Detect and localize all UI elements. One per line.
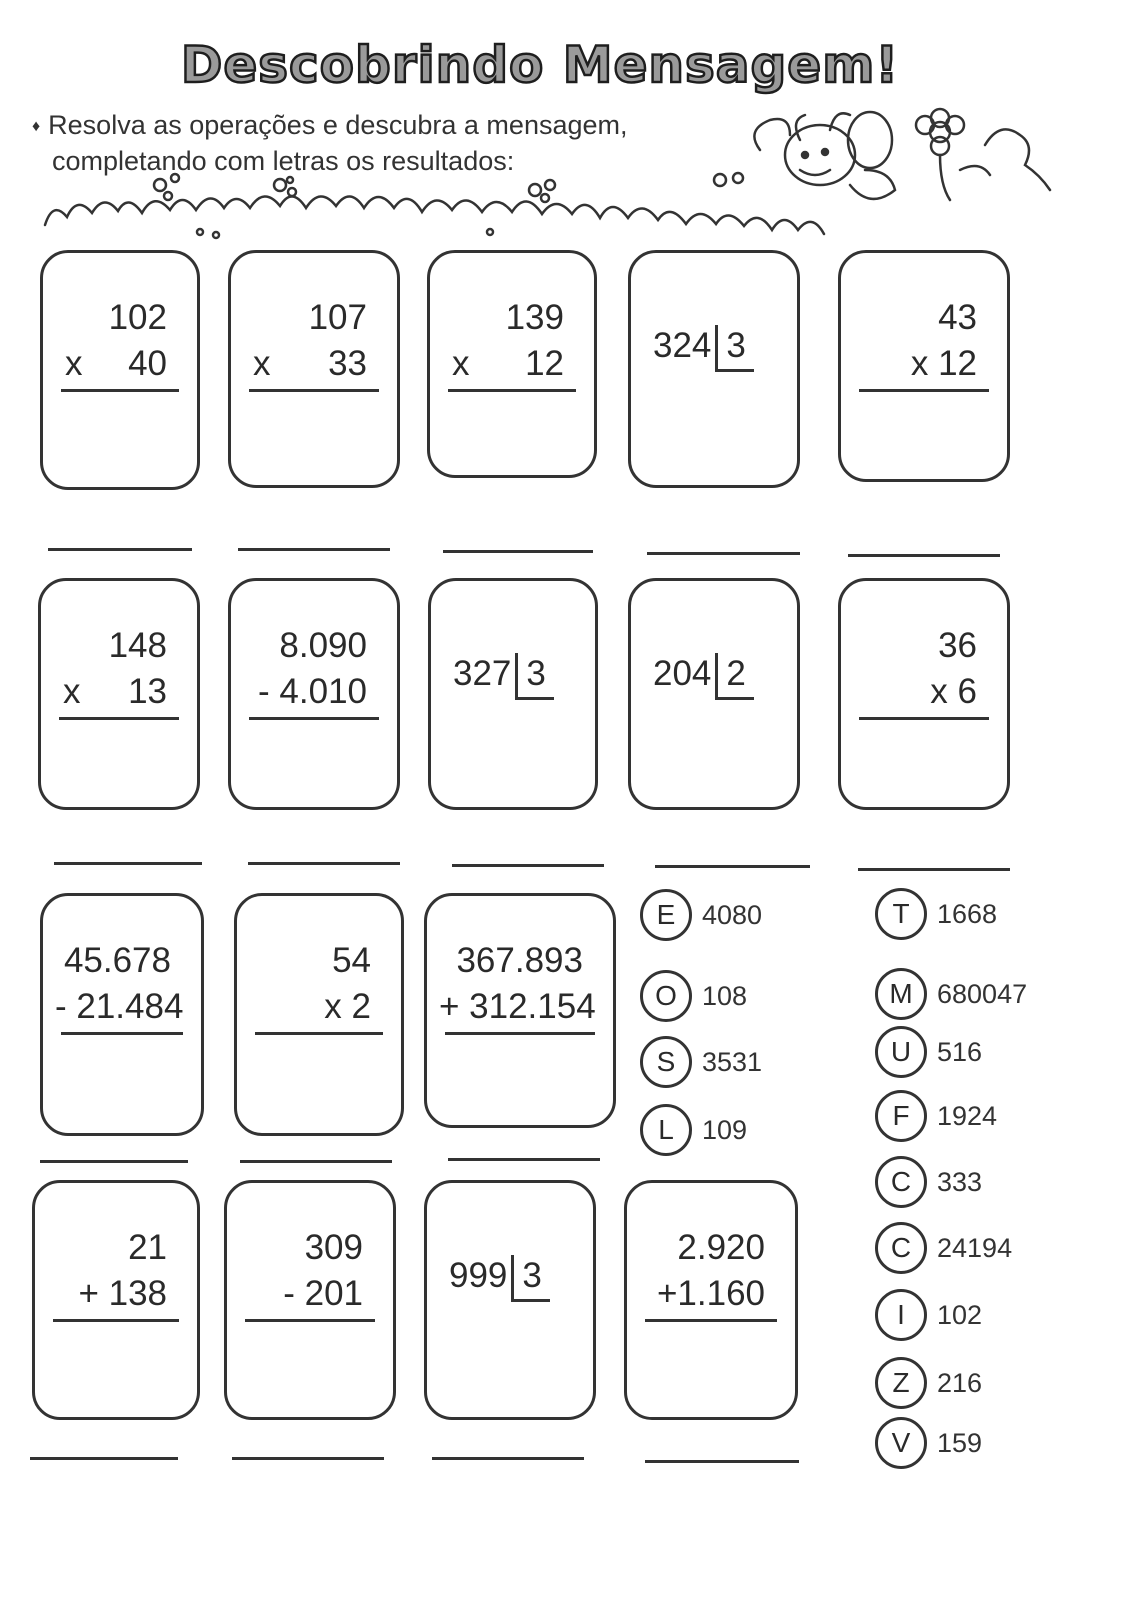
operand: x 12 xyxy=(910,344,977,383)
letter-value: 1924 xyxy=(937,1100,998,1131)
operation-line xyxy=(853,295,995,341)
answer-line[interactable] xyxy=(248,862,400,865)
division xyxy=(449,1255,550,1302)
problem-box xyxy=(838,578,1010,810)
letter-circle: L xyxy=(640,1104,692,1156)
operation-line xyxy=(639,1225,783,1271)
operation xyxy=(442,295,582,392)
letter-value: 24194 xyxy=(937,1232,1013,1263)
operation-line xyxy=(55,341,185,387)
operation-line xyxy=(439,938,601,984)
operand: - 4.010 xyxy=(258,672,367,711)
operation-line xyxy=(47,1271,185,1317)
dividend: 999 xyxy=(449,1256,508,1295)
letter-value: 216 xyxy=(937,1367,983,1398)
letter-circle: Z xyxy=(875,1357,927,1409)
operand: + 312.154 xyxy=(439,987,596,1026)
answer-line[interactable] xyxy=(54,862,202,865)
operator-sign: x xyxy=(253,344,271,383)
answer-line[interactable] xyxy=(238,548,390,551)
operand: 12 xyxy=(525,344,564,383)
operation-line xyxy=(853,669,995,715)
answer-line[interactable] xyxy=(40,1160,188,1163)
operand: + 138 xyxy=(78,1274,167,1313)
operation xyxy=(47,1225,185,1322)
letter-circle: U xyxy=(875,1026,927,1078)
answer-line[interactable] xyxy=(655,865,810,868)
instruction-line-2: completando com letras os resultados: xyxy=(52,145,515,176)
problem-box xyxy=(838,250,1010,482)
letter-value: 159 xyxy=(937,1427,983,1458)
letter-circle: S xyxy=(640,1036,692,1088)
answer-line[interactable] xyxy=(858,868,1010,871)
letter-circle: F xyxy=(875,1090,927,1142)
divisor: 2 xyxy=(715,653,753,700)
operator-sign: x xyxy=(63,672,81,711)
answer-line[interactable] xyxy=(443,550,593,553)
result-bar xyxy=(255,1032,383,1035)
operator-sign: x xyxy=(65,344,83,383)
operation-line xyxy=(439,984,601,1030)
operand: x 6 xyxy=(930,672,977,711)
problem-box xyxy=(624,1180,798,1420)
letter-key-item xyxy=(875,1353,982,1413)
operation xyxy=(853,623,995,720)
result-bar xyxy=(59,717,179,720)
bullet-icon: ♦ xyxy=(32,117,41,135)
problem-box xyxy=(428,578,598,810)
letter-circle: V xyxy=(875,1417,927,1469)
letter-key-item xyxy=(875,884,997,944)
operation xyxy=(853,295,995,392)
division xyxy=(653,653,754,700)
problem-box xyxy=(40,893,204,1136)
operation-line xyxy=(55,295,185,341)
instruction-line-1: Resolva as operações e descubra a mensagem, xyxy=(48,110,628,140)
operation-line xyxy=(853,623,995,669)
letter-circle: O xyxy=(640,970,692,1022)
operand: 102 xyxy=(108,298,167,337)
operand: x 2 xyxy=(324,987,371,1026)
answer-line[interactable] xyxy=(232,1457,384,1460)
operation-line xyxy=(249,938,389,984)
dividend: 327 xyxy=(453,654,512,693)
operation xyxy=(239,1225,381,1322)
operand: 40 xyxy=(128,344,167,383)
divisor: 3 xyxy=(715,325,753,372)
operation-line xyxy=(243,295,385,341)
letter-key-item xyxy=(640,1100,747,1160)
operation xyxy=(55,295,185,392)
decoration-bushes-bee-icon xyxy=(0,0,1122,250)
operation xyxy=(439,938,601,1035)
operation-line xyxy=(442,295,582,341)
answer-line[interactable] xyxy=(452,864,604,867)
operand: 21 xyxy=(128,1228,167,1267)
operand: - 201 xyxy=(283,1274,363,1313)
divisor: 3 xyxy=(515,653,553,700)
letter-circle: M xyxy=(875,968,927,1020)
operand: 33 xyxy=(328,344,367,383)
result-bar xyxy=(859,389,989,392)
operation-line xyxy=(442,341,582,387)
operand: 13 xyxy=(128,672,167,711)
letter-value: 516 xyxy=(937,1036,983,1067)
operation xyxy=(55,938,189,1035)
operation-line xyxy=(55,984,189,1030)
letter-circle: E xyxy=(640,889,692,941)
operand: 43 xyxy=(938,298,977,337)
result-bar xyxy=(61,1032,183,1035)
division xyxy=(453,653,554,700)
letter-key-item xyxy=(875,1086,997,1146)
letter-circle: C xyxy=(875,1156,927,1208)
divisor: 3 xyxy=(511,1255,549,1302)
operation-line xyxy=(249,984,389,1030)
operation-line xyxy=(47,1225,185,1271)
result-bar xyxy=(61,389,179,392)
problem-box xyxy=(628,578,800,810)
dividend: 204 xyxy=(653,654,712,693)
letter-key-item xyxy=(640,966,747,1026)
problem-box xyxy=(424,1180,596,1420)
operator-sign: x xyxy=(452,344,470,383)
letter-value: 333 xyxy=(937,1166,983,1197)
answer-line[interactable] xyxy=(448,1158,600,1161)
problem-box xyxy=(40,250,200,490)
problem-box xyxy=(38,578,200,810)
result-bar xyxy=(445,1032,595,1035)
answer-line[interactable] xyxy=(432,1457,584,1460)
operand: 45.678 xyxy=(63,941,171,980)
answer-line[interactable] xyxy=(645,1460,799,1463)
operation-line xyxy=(53,669,185,715)
answer-line[interactable] xyxy=(30,1457,178,1460)
operation xyxy=(639,1225,783,1322)
operation-line xyxy=(853,341,995,387)
problem-box xyxy=(32,1180,200,1420)
division xyxy=(653,325,754,372)
operation-line xyxy=(239,1225,381,1271)
result-bar xyxy=(245,1319,375,1322)
operation-line xyxy=(243,623,385,669)
operation-line xyxy=(639,1271,783,1317)
letter-key-item xyxy=(875,1218,1012,1278)
dividend: 324 xyxy=(653,326,712,365)
operation xyxy=(243,623,385,720)
letter-value: 680047 xyxy=(937,978,1028,1009)
operation xyxy=(243,295,385,392)
operand: 309 xyxy=(304,1228,363,1267)
letter-key-item xyxy=(875,1022,982,1082)
operand: 36 xyxy=(938,626,977,665)
letter-circle: C xyxy=(875,1222,927,1274)
operation xyxy=(53,623,185,720)
answer-line[interactable] xyxy=(848,554,1000,557)
operand: 139 xyxy=(505,298,564,337)
operand: 148 xyxy=(108,626,167,665)
letter-value: 102 xyxy=(937,1299,983,1330)
letter-circle: I xyxy=(875,1289,927,1341)
operation-line xyxy=(243,669,385,715)
problem-box xyxy=(228,578,400,810)
letter-value: 4080 xyxy=(702,899,763,930)
operand: 2.920 xyxy=(677,1228,765,1267)
operation-line xyxy=(53,623,185,669)
result-bar xyxy=(249,389,379,392)
letter-key-item xyxy=(875,1413,982,1473)
answer-line[interactable] xyxy=(647,552,800,555)
answer-line[interactable] xyxy=(240,1160,392,1163)
result-bar xyxy=(249,717,379,720)
letter-value: 109 xyxy=(702,1114,748,1145)
letter-key-item xyxy=(640,885,762,945)
problem-box xyxy=(228,250,400,488)
page-title: Descobrindo Mensagem! xyxy=(180,36,900,94)
result-bar xyxy=(859,717,989,720)
answer-line[interactable] xyxy=(48,548,192,551)
problem-box xyxy=(427,250,597,478)
letter-key-item xyxy=(875,1285,982,1345)
result-bar xyxy=(448,389,576,392)
letter-circle: T xyxy=(875,888,927,940)
problem-box xyxy=(628,250,800,488)
operand: 107 xyxy=(308,298,367,337)
operation-line xyxy=(243,341,385,387)
result-bar xyxy=(645,1319,777,1322)
letter-value: 3531 xyxy=(702,1046,763,1077)
problem-box xyxy=(424,893,616,1128)
operand: - 21.484 xyxy=(55,987,184,1026)
letter-value: 108 xyxy=(702,980,748,1011)
operand: 54 xyxy=(332,941,371,980)
operation-line xyxy=(55,938,189,984)
letter-key-item xyxy=(875,964,1027,1024)
result-bar xyxy=(53,1319,179,1322)
operand: 367.893 xyxy=(456,941,583,980)
operation-line xyxy=(239,1271,381,1317)
operand: +1.160 xyxy=(656,1274,765,1313)
operand: 8.090 xyxy=(279,626,367,665)
problem-box xyxy=(234,893,404,1136)
letter-key-item xyxy=(875,1152,982,1212)
operation xyxy=(249,938,389,1035)
problem-box xyxy=(224,1180,396,1420)
letter-key-item xyxy=(640,1032,762,1092)
letter-value: 1668 xyxy=(937,898,998,929)
